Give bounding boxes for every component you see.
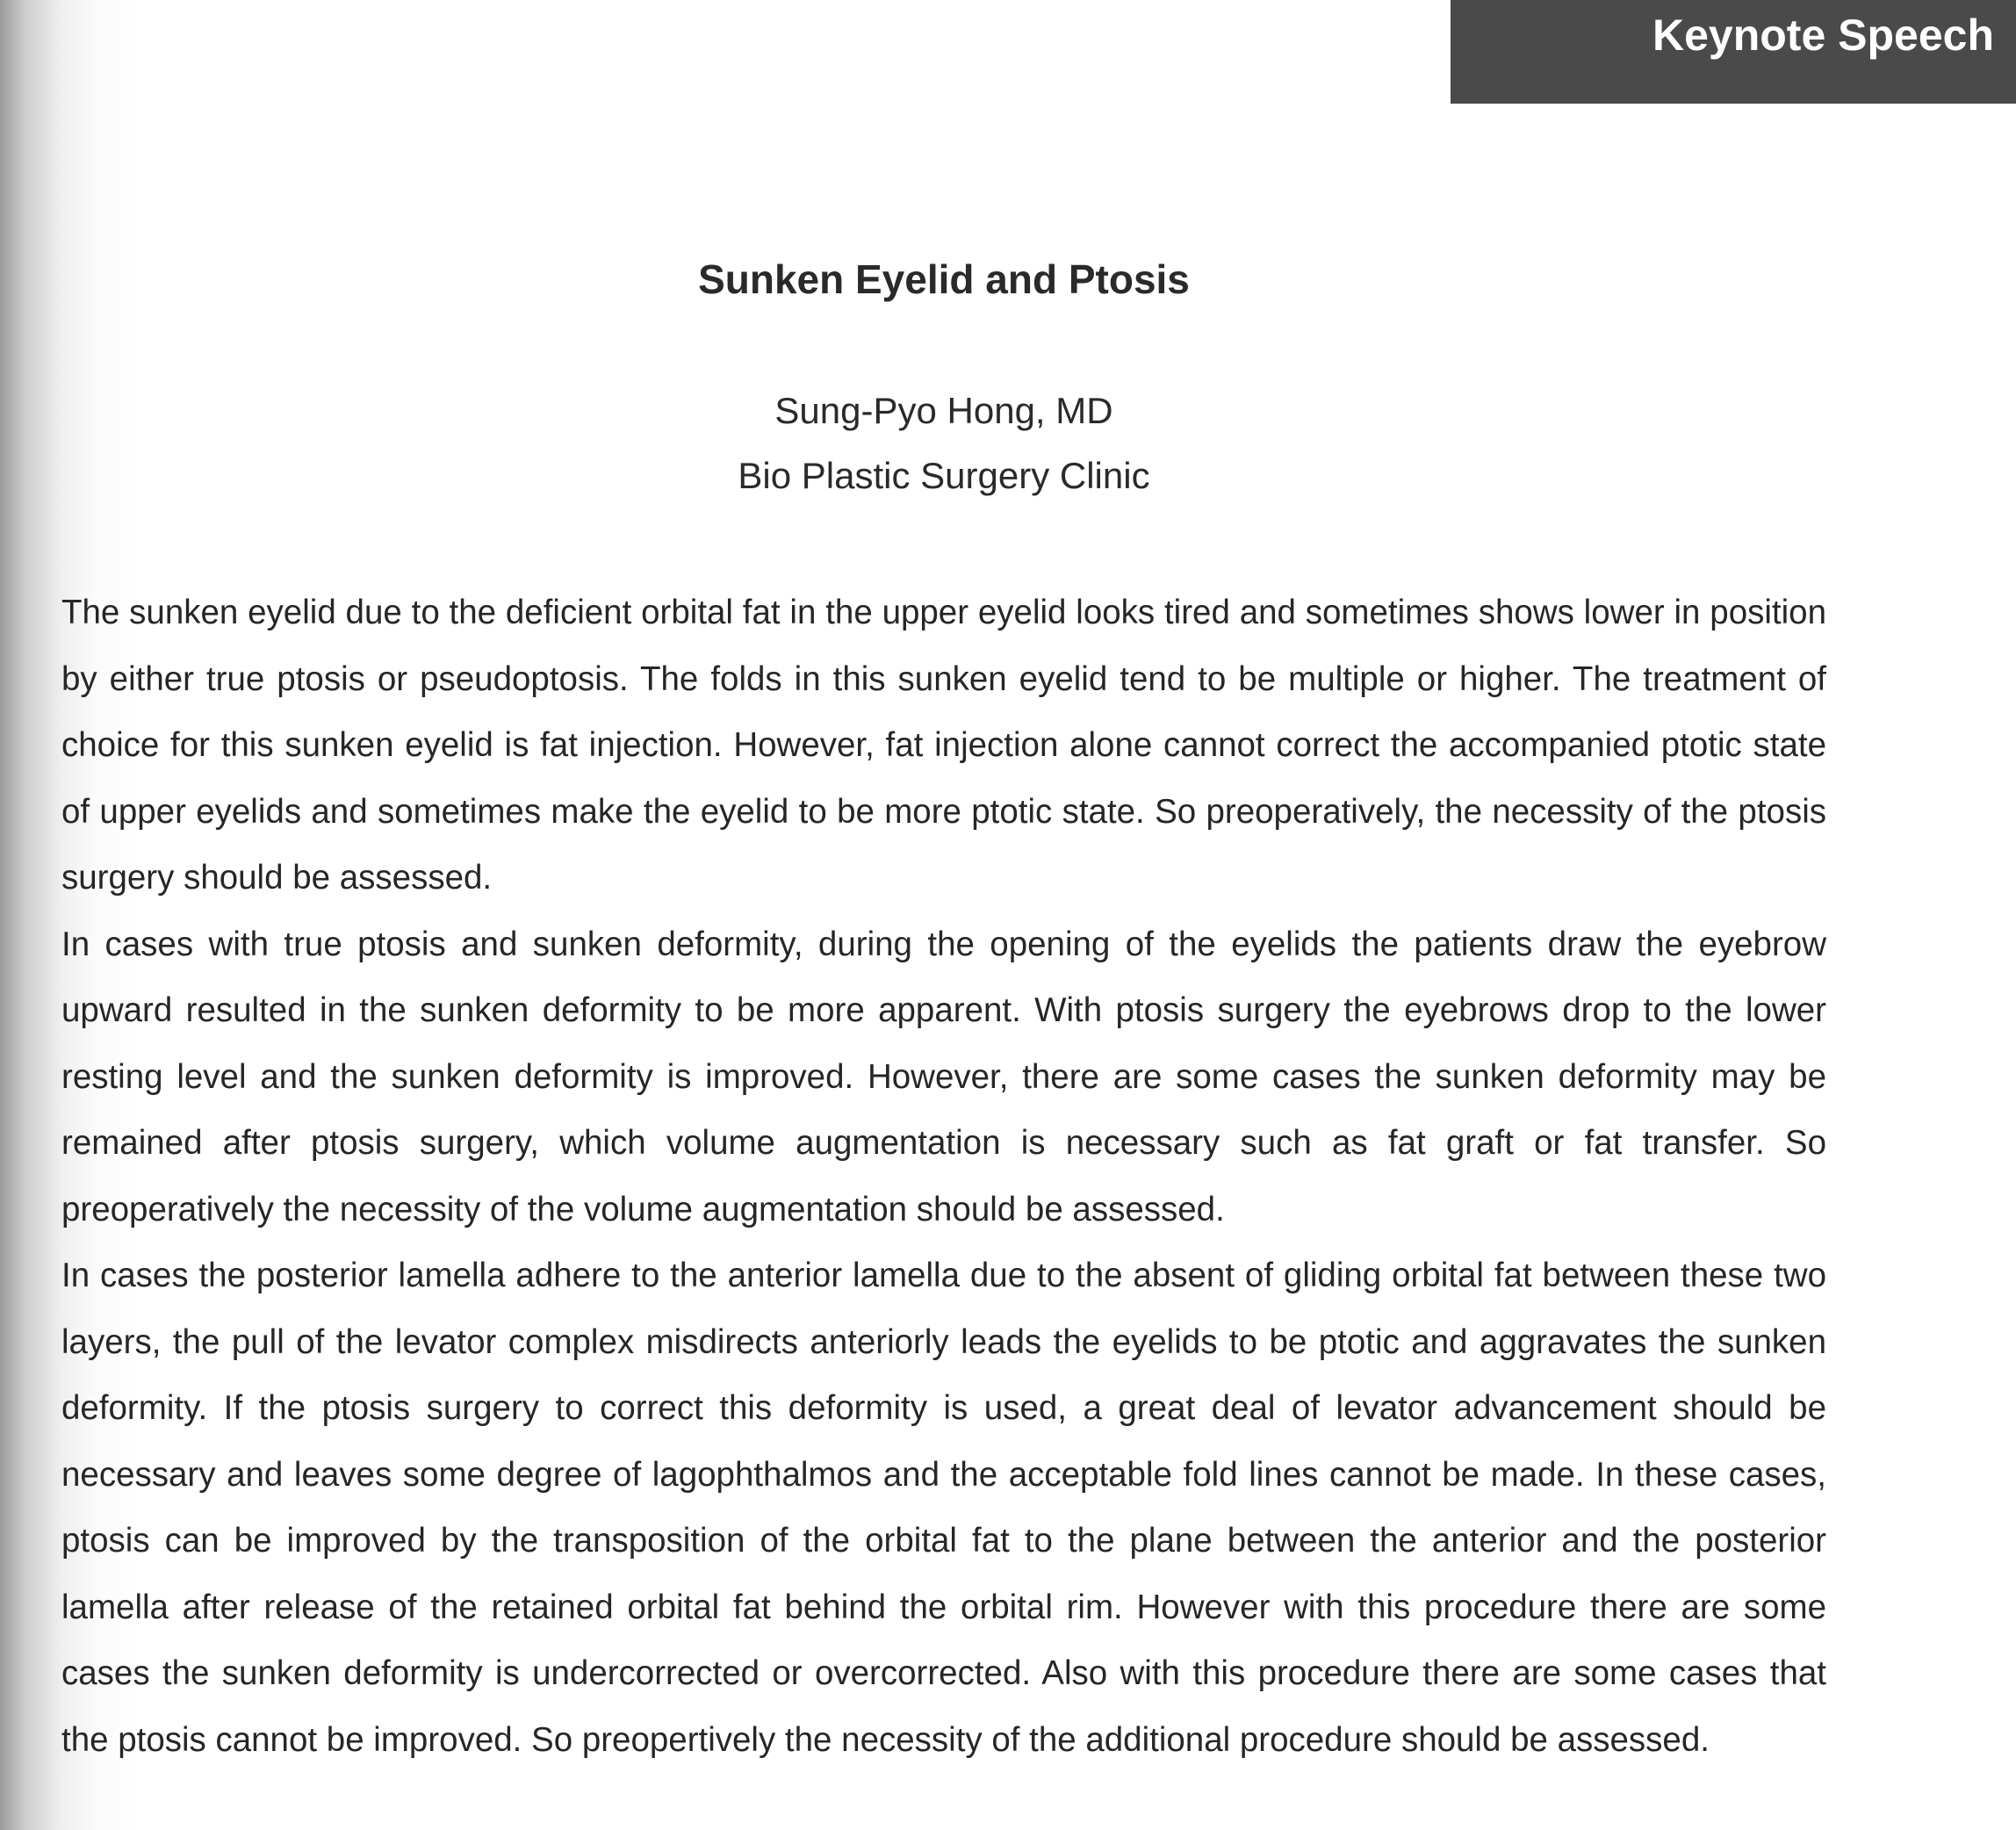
author-affiliation: Bio Plastic Surgery Clinic (738, 455, 1150, 496)
section-tag: Keynote Speech (1451, 0, 2016, 104)
body-paragraph: In cases the posterior lamella adhere to the anterior lamella due to the absent of gliding orbital fat between these two layers, the pull of the levator complex misdirects anteriorly leads the eyelids to be ptotic and aggravates the sunken deformity. If the ptosis surgery to correct this deformity is used, a great deal of levator advancement should be necessary and leaves some degree of lagophthalmos and the acceptable fold lines cannot be made. In these cases, ptosis can be improved by the transposition of the orbital fat to the plane between the anterior and the posterior lamella after release of the retained orbital fat behind the orbital rim. However with this procedure there are some cases the sunken deformity is undercorrected or overcorrected. Also with this procedure there are some cases that the ptosis cannot be improved. So preopertively the necessity of the additional procedure should be assessed. (61, 1257, 1826, 1759)
body-paragraph: The sunken eyelid due to the deficient orbital fat in the upper eyelid looks tired and sometimes shows lower in position by either true ptosis or pseudoptosis. The folds in this sunken eyelid tend to be multiple or higher. The treatment of choice for this sunken eyelid is fat injection. However, fat injection alone cannot correct the accompanied ptotic state of upper eyelids and sometimes make the eyelid to be more ptotic state. So preoperatively, the necessity of the ptosis surgery should be assessed. (61, 594, 1826, 897)
article-title: Sunken Eyelid and Ptosis (698, 256, 1190, 302)
author-name: Sung-Pyo Hong, MD (774, 390, 1113, 431)
article-body (61, 580, 1826, 1773)
body-paragraph: In cases with true ptosis and sunken deformity, during the opening of the eyelids the patients draw the eyebrow upward resulted in the sunken deformity to be more apparent. With ptosis surgery the eyebrows drop to the lower resting level and the sunken deformity is improved. However, there are some cases the sunken deformity may be remained after ptosis surgery, which volume augmentation is necessary such as fat graft or fat transfer. So preoperatively the necessity of the volume augmentation should be assessed. (61, 925, 1826, 1228)
